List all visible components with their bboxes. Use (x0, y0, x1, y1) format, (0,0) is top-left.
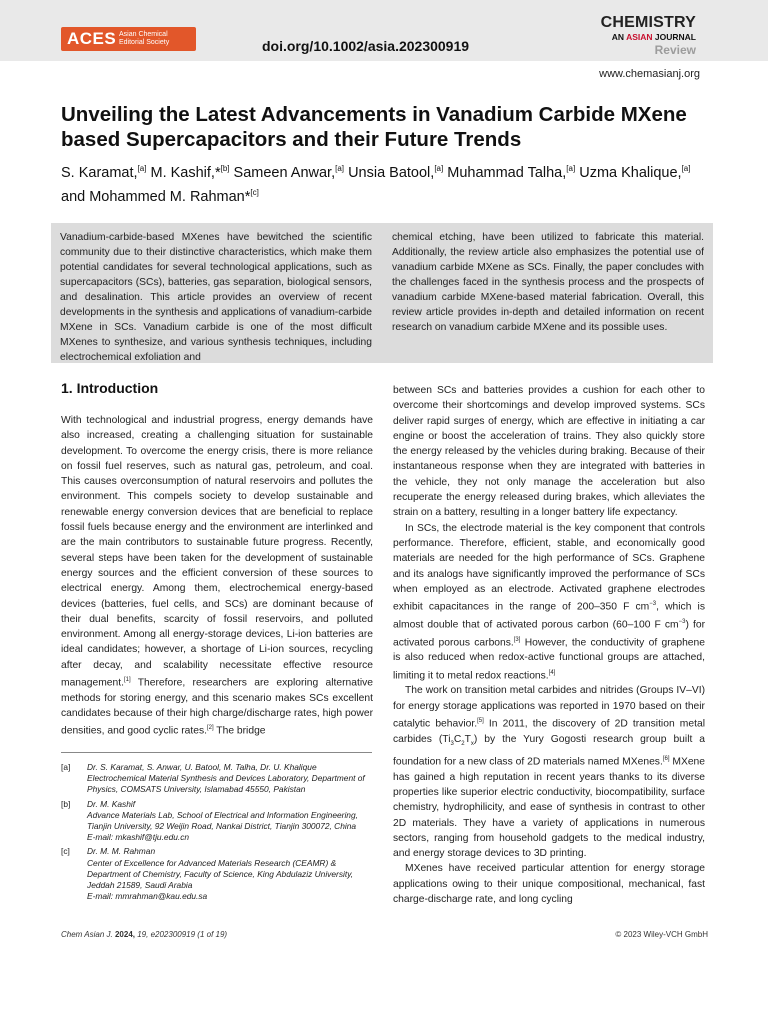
author-name: Uzma Khalique, (579, 164, 682, 181)
author-name: Unsia Batool, (348, 164, 435, 181)
author-name: M. Kashif,* (150, 164, 221, 181)
abstract-right-column: chemical etching, have been utilized to fabricate this material. Additionally, the review article also emphasizes the potential use of vanadium carbide MXene as SCs. Finally, the paper concludes with the challenges faced in the synthesis process and the prospects of vanadium carbide MXene-based material fabrication. Overall, this review article provides in-depth and detailed information on recent research on vanadium carbide MXene and its possible uses. (392, 232, 704, 333)
paragraph-text: The bridge (213, 725, 266, 737)
email-link[interactable]: E-mail: mmrahman@kau.edu.sa (87, 891, 208, 902)
citation-ref[interactable]: [2] (206, 725, 214, 732)
paragraph-text: The work on transition metal carbides and nitrides (Groups IV–VI) for energy storage applications was reported in 1970 based on their catalytic behavior. (393, 685, 705, 730)
footnote-line: Electrochemical Material Synthesis and Devices Laboratory, Department of Physics, COMSATS University, Islamabad 45550, Pakistan (87, 773, 365, 795)
author-affiliation: [c] (250, 187, 259, 197)
paragraph-text: With technological and industrial progress, energy demands have also increased, creating a challenging situation for sustainable development. To overcome the energy crisis, there is more reliance on fossil fuel reserves, such as natural gas, petroleum, and coal. This causes overconsumption of natural reservoirs and pollutes the environment. This compels society to develop sustainable and renewable energy conversion devices that are beneficial to replace fossil fuels because energy and the environment are interlinked and are the main contributors to sustainable future progress. Recently, several steps have been taken for the development of sustainable energy sources and the efficient conversion of these sources to electrical energy. Among them, electrochemical energy-based devices (batteries, fuel cells, and SCs) are dominant because of their dual benefits, scarcity of fossil reservoirs, and polluted environment. Among all energy-storage devices, Li-ion batteries are ideal candidates; however, a shortage of Li-ion sources, recycling after decay, and scalability necessitate effective resource management. (61, 415, 373, 689)
aces-logo[interactable] (61, 27, 196, 51)
formula-subscript: 3 (450, 740, 454, 747)
affiliation-footnotes (61, 762, 376, 905)
citation-year: 2024, (114, 930, 135, 939)
citation-ref[interactable]: [6] (662, 755, 670, 762)
paragraph (61, 413, 373, 739)
paragraph (393, 521, 705, 684)
author-name: S. Karamat, (61, 164, 138, 181)
citation-ref[interactable]: [4] (548, 669, 556, 676)
author-affiliation: [a] (434, 164, 444, 173)
paragraph-text: ) by the Yury Gogosti research group built a foundation for a new class of 2D materials named MXenes. (393, 733, 706, 768)
author-affiliation: [a] (335, 164, 345, 173)
author-affiliation: [a] (137, 164, 147, 173)
footnote-line: Dr. M. M. Rahman (87, 846, 156, 857)
citation-ref[interactable]: [1] (123, 677, 131, 684)
author-affiliation: [b] (220, 164, 230, 173)
formula-text: T (464, 733, 471, 745)
citation-ref[interactable]: [5] (477, 717, 484, 724)
footnote-b (61, 799, 376, 844)
footnote-a (61, 762, 376, 796)
paragraph-text: MXene has gained a high reputation in recent years thanks to its diverse properties like superior electric conductivity, biocompatibility, surface chemistry, hydrophilicity, and ease of synthesis in contrast to other 2D materials. They have a variety of applications in numerous sectors, ranging from household gadgets to the medical industry, and energy storage devices to 3D printing. (393, 756, 705, 860)
journal-sub-prefix: AN (611, 32, 625, 42)
paragraph-text: However, the conductivity of graphene is also reduced when redox-active functional groups are attached, limiting it to metal redox reactions. (393, 637, 705, 682)
paragraph-text: , which is almost double that of activated porous carbon (60–100 F cm (393, 601, 705, 631)
body-right-column (393, 383, 705, 907)
paragraph-text: In 2011, the discovery of 2D transition metal carbides (Ti (393, 718, 705, 745)
footnote-line: Dr. M. Kashif (87, 798, 136, 809)
paragraph-text: ) for activated porous carbons. (393, 619, 705, 649)
footnote-line: Dr. S. Karamat, S. Anwar, U. Batool, M. Talha, Dr. U. Khalique (87, 762, 317, 772)
citation-line (61, 930, 227, 939)
doi-link[interactable]: doi.org/10.1002/asia.202300919 (262, 38, 470, 54)
aces-logo-text: ACES (67, 29, 117, 48)
paragraph (393, 683, 705, 861)
paragraph: between SCs and batteries provides a cushion for each other to overcome their shortcomings and develop improved systems. SCs deliver rapid surges of energy, which are effective in initiating a car engine or boost the acceleration of trains. They also quickly store the energy released by the vehicles during braking. Because of their instantaneous response when they are integrated with batteries in the vehicle, they not only manage the acceleration but also recuperate the energy released during brakes, which alleviates the strain on a battery, resulting in a longer battery life expectancy. (393, 385, 705, 519)
copyright-notice: © 2023 Wiley-VCH GmbH (615, 930, 708, 939)
aces-logo-subtext: Asian Chemical Editorial Society (119, 31, 170, 46)
author-affiliation: [a] (681, 164, 691, 173)
author-name: Muhammad Talha, (447, 164, 567, 181)
journal-website-link[interactable]: www.chemasianj.org (599, 68, 700, 80)
unit-exponent: −3 (649, 601, 657, 608)
author-affiliation: [a] (566, 164, 576, 173)
footnote-line: Center of Excellence for Advanced Materials Research (CEAMR) & Department of Chemistry, Faculty of Science, King Abdulaziz University, Jeddah 21589, Saudi Arabia (87, 857, 354, 891)
article-title: Unveiling the Latest Advancements in Vanadium Carbide MXene based Supercapacitors and their Future Trends (61, 103, 687, 151)
footnote-divider (61, 752, 372, 753)
author-list (61, 159, 711, 207)
footnote-mark: [a] (61, 762, 71, 772)
formula-subscript: x (470, 740, 474, 747)
abstract-box (51, 223, 713, 363)
footnote-mark: [b] (61, 798, 71, 809)
journal-sub-suffix: JOURNAL (654, 32, 696, 42)
footnote-line: Advance Materials Lab, School of Electrical and Information Engineering, Tianjin University, 92 Weijin Road, Nankai District, Tianjin 300072, China (87, 809, 358, 832)
footnote-mark: [c] (61, 846, 70, 857)
section-heading-introduction: 1. Introduction (61, 380, 159, 396)
abstract-left-column: Vanadium-carbide-based MXenes have bewitched the scientific community due to their distinctive characteristics, which make them potential candidates for several technological applications, such as supercapacitors (SCs), batteries, gas separation, biological sensors, and desalination. This article provides an overview of recent developments in the synthesis and applications of vanadium-carbide MXene in SCs. Vanadium carbide is one of the most difficult MXenes to synthesize, and various synthesis techniques, including electrochemical exfoliation and (60, 232, 372, 363)
footnote-c (61, 846, 376, 902)
email-link[interactable]: E-mail: mkashif@tju.edu.cn (87, 832, 190, 843)
formula-subscript: 2 (461, 740, 465, 747)
paragraph: MXenes have received particular attention for energy storage applications owing to their unique compositional, mechanical, fast charge-discharge rate, and long cycling (393, 863, 705, 906)
paragraph-text: Therefore, researchers are exploring alternative methods for storing energy, and this scenario makes SCs excellent candidates because of their high charge/discharge rates, high power densities, and good cyclic rates. (61, 677, 373, 737)
journal-sub-accent: ASIAN (626, 32, 653, 42)
unit-exponent: −3 (678, 618, 686, 625)
author-name: and Mohammed M. Rahman* (61, 188, 251, 205)
journal-name: CHEMISTRY (600, 14, 696, 31)
formula-text: C (453, 733, 462, 745)
paragraph-text: In SCs, the electrode material is the key component that controls performance. Therefore, efficient, stable, and economically good materials are needed for the high performance of SCs. Graphene and its analogs have significantly improved the performance of SCs when employed as an electrode. Activated graphene electrodes exhibit capacitances in the range of 200–350 F cm (393, 522, 705, 613)
author-name: Sameen Anwar, (233, 164, 336, 181)
journal-abbrev: Chem Asian J. (61, 930, 113, 939)
journal-subtitle (612, 32, 696, 42)
citation-volume-article: 19, e202300919 (1 of 19) (137, 930, 228, 939)
citation-ref[interactable]: [3] (513, 636, 521, 643)
article-type: Review (654, 43, 696, 57)
body-left-column (61, 413, 373, 739)
